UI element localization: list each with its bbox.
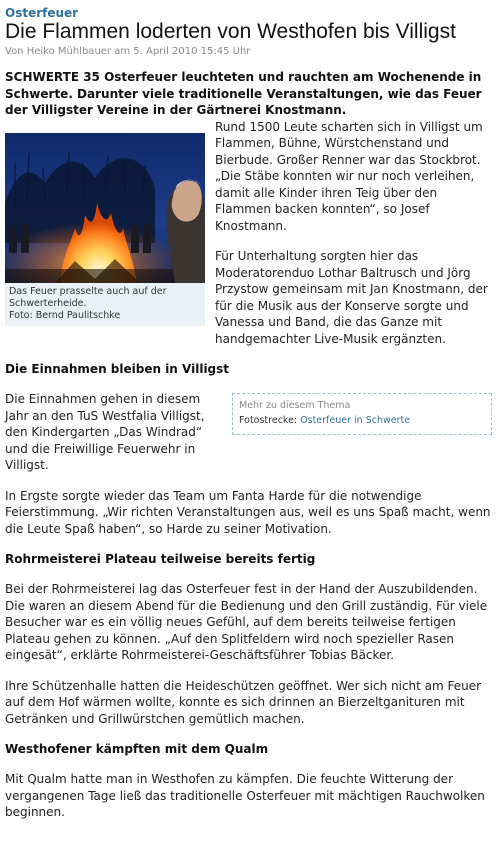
paragraph: Bei der Rohrmeisterei lag das Osterfeuer fest in der Hand der Auszubildenden. Die waren an diesem Abend für die Bedienung und den Grill zuständig. Für viele Besucher war es ein völlig neues Gefühl, auf dem bereits teilweise fertigen Plateau gehen zu können. „Auf den Splitfeldern wird noch spezieller Rasen eingesät“, erklärte Rohrmeisterei-Geschäftsführer Tobias Bäcker. bbox=[5, 582, 488, 662]
caption-text: Das Feuer prasselte auch auf der Schwerterheide. bbox=[9, 285, 167, 309]
related-topics-box bbox=[232, 393, 492, 435]
headline: Die Flammen loderten von Westhofen bis Villigst bbox=[5, 20, 456, 43]
related-row bbox=[239, 414, 485, 428]
related-title: Mehr zu diesem Thema bbox=[239, 400, 351, 411]
paragraph: Ihre Schützenhalle hatten die Heideschützen geöffnet. Wer sich nicht am Feuer auf dem Hof wärmen wollte, konnte es sich drinnen an Bierzeltganituren mit Getränken und Grillwürstchen gemütlich machen. bbox=[5, 678, 482, 726]
paragraph: Rund 1500 Leute scharten sich in Villigst um Flammen, Bühne, Würstchenstand und Bierbude. Großer Renner war das Stockbrot. „Die Stäbe konnten wir nur noch verleihen, damit alle Kinder ihren Teig über den Flammen backen konnten“, so Josef Knostmann. bbox=[215, 119, 483, 233]
paragraph: In Ergste sorgte wieder das Team um Fanta Harde für die notwendige Feierstimmung. „Wir richten Veranstaltungen aus, weil es uns Spaß macht, wenn die Leute Spaß haben“, so Harde zu seiner Motivation. bbox=[5, 488, 491, 536]
byline: Von Heiko Mühlbauer am 5. April 2010 15:45 Uhr bbox=[5, 46, 251, 57]
subheading: Rohrmeisterei Plateau teilweise bereits fertig bbox=[5, 552, 316, 566]
subheading: Westhofener kämpften mit dem Qualm bbox=[5, 742, 269, 756]
gallery-link[interactable]: Osterfeuer in Schwerte bbox=[300, 415, 411, 426]
related-label: Fotostrecke: bbox=[239, 415, 298, 426]
paragraph: Für Unterhaltung sorgten hier das Moderatorenduo Lothar Baltrusch und Jörg Przystow gemeinsam mit Jan Knostmann, der für die Musik aus der Konserve sorgte und Vanessa und Band, die das Ganze mit handgemachter Live-Musik ergänzten. bbox=[215, 249, 488, 346]
article-figure bbox=[5, 133, 205, 326]
paragraph: Mit Qualm hatte man in Westhofen zu kämpfen. Die feuchte Witterung der vergangenen Tage ließ das traditionelle Osterfeuer mit mächtigen Rauchwolken beginnen. bbox=[5, 772, 485, 819]
subheading: Die Einnahmen bleiben in Villigst bbox=[5, 362, 230, 376]
lead-paragraph: SCHWERTE 35 Osterfeuer leuchteten und rauchten am Wochenende in Schwerte. Darunter viele traditionelle Veranstaltungen, wie das Feuer der Villigster Vereine in der Gärtnerei Knostmann. bbox=[5, 70, 482, 117]
bonfire-photo[interactable] bbox=[5, 133, 205, 283]
photo-credit: Foto: Bernd Paulitschke bbox=[9, 309, 121, 321]
paragraph: Die Einnahmen gehen in diesem Jahr an den TuS Westfalia Villigst, den Kindergarten „Das Windrad“ und die Freiwillige Feuerwehr in Villigst. bbox=[5, 392, 205, 472]
photo-caption bbox=[5, 283, 205, 326]
kicker[interactable]: Osterfeuer bbox=[5, 6, 79, 20]
